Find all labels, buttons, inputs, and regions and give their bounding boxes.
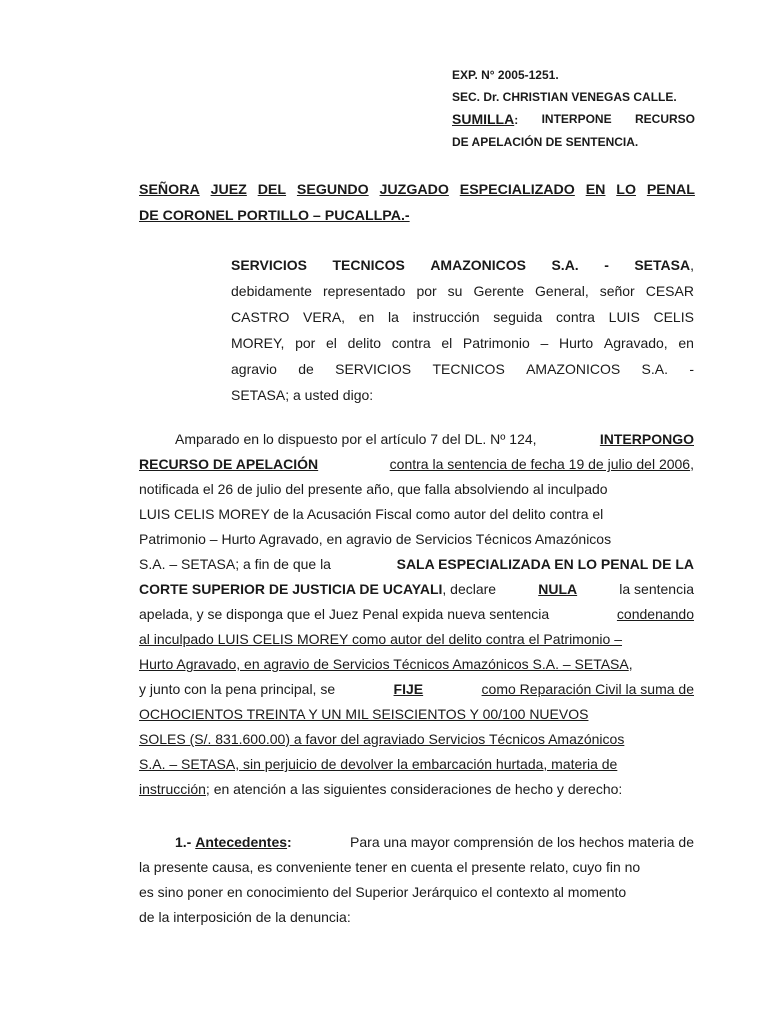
addressee bbox=[139, 177, 695, 229]
section-title: Antecedentes bbox=[195, 834, 288, 850]
paragraph-line: CORTE SUPERIOR DE JUSTICIA DE UCAYALI, declare NULA la sentencia bbox=[139, 581, 694, 597]
addressee-line-1: SEÑORA JUEZ DEL SEGUNDO JUZGADO ESPECIALIZADO EN LO PENAL bbox=[139, 182, 695, 198]
paragraph-line: OCHOCIENTOS TREINTA Y UN MIL SEISCIENTOS Y 00/100 NUEVOS bbox=[139, 706, 589, 722]
case-number: EXP. N° 2005-1251. bbox=[452, 68, 559, 82]
paragraph-line: RECURSO DE APELACIÓN contra la sentencia de fecha 19 de julio del 2006, bbox=[139, 456, 694, 472]
party-line-3: CASTRO VERA, en la instrucción seguida contra LUIS CELIS bbox=[231, 309, 694, 325]
paragraph-line: S.A. – SETASA, sin perjuicio de devolver la embarcación hurtada, materia de bbox=[139, 756, 618, 772]
party-line-2: debidamente representado por su Gerente General, señor CESAR bbox=[231, 283, 694, 299]
sumilla-continuation: DE APELACIÓN DE SENTENCIA. bbox=[452, 135, 639, 149]
sumilla-word: RECURSO bbox=[634, 112, 695, 126]
paragraph-line: S.A. – SETASA; a fin de que la SALA ESPECIALIZADA EN LO PENAL DE LA bbox=[139, 556, 694, 572]
paragraph-line: notificada el 26 de julio del presente año, que falla absolviendo al inculpado bbox=[139, 481, 608, 497]
section-number: 1.- bbox=[175, 834, 192, 850]
sumilla-line: SUMILLA: INTERPONE RECURSO bbox=[452, 108, 695, 131]
sumilla-word: INTERPONE bbox=[541, 112, 612, 126]
paragraph-line: Amparado en lo dispuesto por el artículo 7 del DL. Nº 124, INTERPONGO bbox=[175, 431, 694, 447]
case-header bbox=[452, 64, 695, 153]
party-line-5: agravio de SERVICIOS TECNICOS AMAZONICOS S.A. - bbox=[231, 361, 694, 377]
paragraph-last-line: de la interposición de la denuncia: bbox=[139, 909, 351, 925]
secretary: SEC. Dr. CHRISTIAN VENEGAS CALLE. bbox=[452, 90, 677, 104]
paragraph-line: es sino poner en conocimiento del Superior Jerárquico el contexto al momento bbox=[139, 884, 627, 900]
party-line-6: SETASA; a usted digo: bbox=[231, 387, 374, 403]
paragraph-line: Patrimonio – Hurto Agravado, en agravio de Servicios Técnicos Amazónicos bbox=[139, 531, 612, 547]
paragraph-line: LUIS CELIS MOREY de la Acusación Fiscal como autor del delito contra el bbox=[139, 506, 604, 522]
appeal-paragraph bbox=[139, 427, 694, 802]
paragraph-line: y junto con la pena principal, se FIJE como Reparación Civil la suma de bbox=[139, 681, 694, 697]
paragraph-line: apelada, y se disponga que el Juez Penal expida nueva sentencia condenando bbox=[139, 606, 694, 622]
antecedentes-section bbox=[139, 830, 694, 930]
paragraph-line: al inculpado LUIS CELIS MOREY como autor del delito contra el Patrimonio – bbox=[139, 631, 622, 647]
addressee-line-2: DE CORONEL PORTILLO – PUCALLPA.- bbox=[139, 208, 410, 224]
paragraph-line: la presente causa, es conveniente tener en cuenta el presente relato, cuyo fin no bbox=[139, 859, 641, 875]
party-introduction bbox=[231, 252, 694, 408]
paragraph-line: SOLES (S/. 831.600.00) a favor del agraviado Servicios Técnicos Amazónicos bbox=[139, 731, 625, 747]
party-line-4: MOREY, por el delito contra el Patrimonio – Hurto Agravado, en bbox=[231, 335, 694, 351]
paragraph-line: 1.- Antecedentes: Para una mayor comprensión de los hechos materia de bbox=[175, 834, 694, 850]
party-line-1: SERVICIOS TECNICOS AMAZONICOS S.A. - SETASA, bbox=[231, 257, 694, 273]
paragraph-line: Hurto Agravado, en agravio de Servicios Técnicos Amazónicos S.A. – SETASA, bbox=[139, 656, 633, 672]
sumilla-label: SUMILLA bbox=[452, 111, 515, 127]
paragraph-last-line: instrucción; en atención a las siguientes consideraciones de hecho y derecho: bbox=[139, 781, 623, 797]
